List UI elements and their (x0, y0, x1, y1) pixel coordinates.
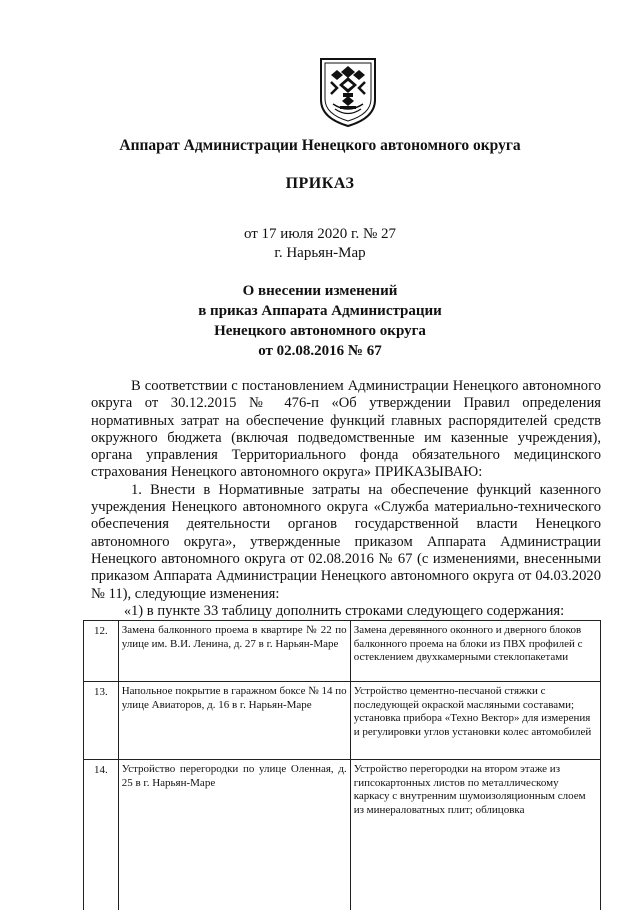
subclause-1-paragraph: 1) в пункте 33 таблицу дополнить строками следующего содержания: (131, 602, 565, 619)
subject-line: О внесении изменений (242, 283, 398, 299)
work-cell: Устройство перегородки на втором этаже из гипсокартонных листов по металлическому каркасу с внутренним шумоизоляционным слоем из минераловатных плит; облицовка (350, 760, 600, 910)
object-cell: Напольное покрытие в гаражном боксе № 14 по улице Авиаторов, д. 16 в г. Нарьян-Маре (118, 682, 350, 760)
date-and-number: от 17 июля 2020 г. № 27 (243, 226, 397, 242)
work-cell: Устройство цементно-песчаной стяжки с последующей окраской масляными составами; установка прибора «Техно Вектор» для измерения и регулировки углов установки колес автомобилей (350, 682, 600, 760)
table-row (84, 621, 601, 682)
object-cell: Устройство перегородки по улице Оленная, д. 25 в г. Нарьян-Маре (118, 760, 350, 910)
opening-quote: « (124, 604, 131, 619)
order-subject (0, 281, 640, 361)
clause-1-paragraph: 1. Внести в Нормативные затраты на обеспечение функций казенного учреждения Ненецкого автономного округа «Служба материально-технического обеспечения деятельности органов государственной власти Ненецкого автономного округа», утвержденные приказом Аппарата Администрации Ненецкого автономного округа от 02.08.2016 № 67 (с изменениями, внесенными приказом Аппарата Администрации Ненецкого автономного округа от 04.03.2020 № 11), следующие изменения: (91, 481, 601, 602)
subject-line: в приказ Аппарата Администрации (198, 303, 442, 319)
object-cell: Замена балконного проема в квартире № 22 по улице им. В.И. Ленина, д. 27 в г. Нарьян-Маре (118, 621, 350, 682)
row-number: 14. (84, 760, 119, 910)
place: г. Нарьян-Мар (274, 245, 366, 261)
table-row (84, 760, 601, 910)
document-type: ПРИКАЗ (285, 175, 355, 192)
coat-of-arms-emblem (317, 56, 379, 128)
subject-line: от 02.08.2016 № 67 (258, 343, 382, 359)
row-number: 13. (84, 682, 119, 760)
subject-line: Ненецкого автономного округа (214, 323, 426, 339)
work-cell: Замена деревянного оконного и дверного блоков балконного проема на блоки из ПВХ профилей с остеклением двухкамерными стеклопакетами (350, 621, 600, 682)
changes-table (83, 620, 601, 910)
preamble-paragraph: В соответствии с постановлением Администрации Ненецкого автономного округа от 30.12.2015 № 476-п «Об утверждении Правил определения нормативных затрат на обеспечение функций главных распорядителей средств окружного бюджета (включая подведомственные им казенные учреждения), органа управления Территориального фонда обязательного медицинского страхования Ненецкого автономного округа» ПРИКАЗЫВАЮ: (91, 378, 601, 481)
table-row (84, 682, 601, 760)
organization-title: Аппарат Администрации Ненецкого автономного округа (119, 137, 521, 154)
order-body (91, 378, 601, 620)
row-number: 12. (84, 621, 119, 682)
